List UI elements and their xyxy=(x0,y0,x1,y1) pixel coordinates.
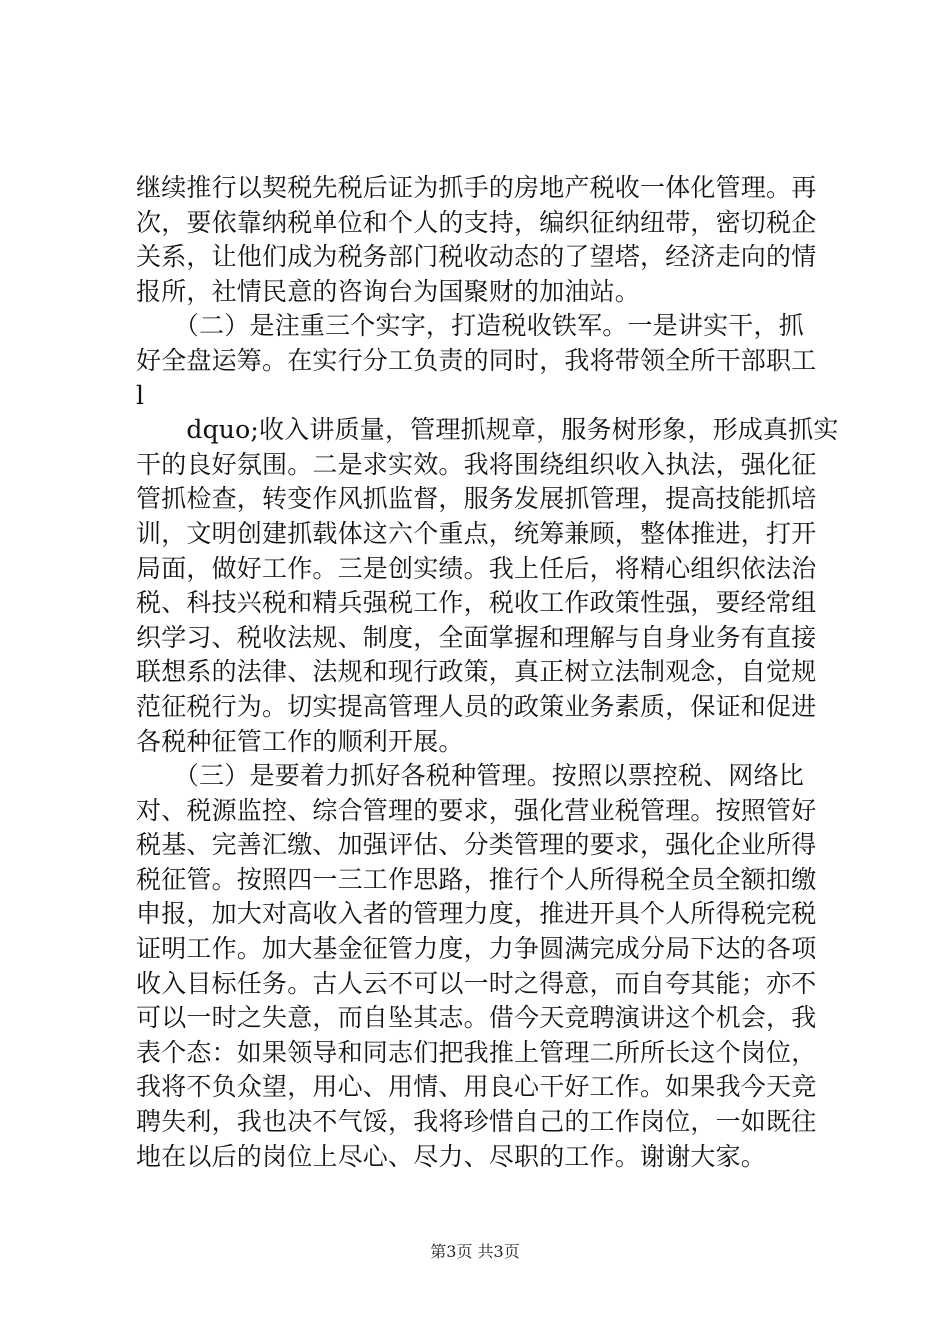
text-line: 收入目标任务。古人云不可以一时之得意，而自夸其能；亦不 xyxy=(136,968,817,998)
text-line: 联想系的法律、法规和现行政策，真正树立法制观念，自觉规 xyxy=(136,657,817,687)
text-line: 可以一时之失意，而自坠其志。借今天竞聘演讲这个机会，我 xyxy=(136,1003,817,1033)
text-line: 好全盘运筹。在实行分工负责的同时，我将带领全所干部职工 xyxy=(136,345,817,375)
text-line: 我将不负众望，用心、用情、用良心干好工作。如果我今天竞 xyxy=(136,1072,817,1102)
text-line: 申报，加大对高收入者的管理力度，推进开具个人所得税完税 xyxy=(136,899,817,929)
text-line: 局面，做好工作。三是创实绩。我上任后，将精心组织依法治 xyxy=(136,553,817,583)
text-line: 训，文明创建抓载体这六个重点，统筹兼顾，整体推进，打开 xyxy=(136,518,817,548)
text-line: 聘失利，我也决不气馁，我将珍惜自己的工作岗位，一如既往 xyxy=(136,1107,817,1137)
text-line: 次，要依靠纳税单位和个人的支持，编织征纳纽带，密切税企 xyxy=(136,207,817,237)
text-line: 干的良好氛围。二是求实效。我将围绕组织收入执法，强化征 xyxy=(136,449,817,479)
text-line: dquo;收入讲质量，管理抓规章，服务树形象，形成真抓实 xyxy=(136,415,839,445)
text-line: 织学习、税收法规、制度，全面掌握和理解与自身业务有直接 xyxy=(136,622,817,652)
text-line: 各税种征管工作的顺利开展。 xyxy=(136,726,464,756)
document-body xyxy=(136,171,839,1174)
text-line: 继续推行以契税先税后证为抓手的房地产税收一体化管理。再 xyxy=(136,173,817,202)
text-line: 关系，让他们成为税务部门税收动态的了望塔，经济走向的情 xyxy=(136,242,817,272)
text-line: 范征税行为。切实提高管理人员的政策业务素质，保证和促进 xyxy=(136,691,817,721)
text-line: 证明工作。加大基金征管力度，力争圆满完成分局下达的各项 xyxy=(136,934,817,964)
text-line: 税征管。按照四一三工作思路，推行个人所得税全员全额扣缴 xyxy=(136,864,817,894)
page-number-footer: 第3页 共3页 xyxy=(430,1242,520,1261)
text-line: （三）是要着力抓好各税种管理。按照以票控税、网络比 xyxy=(136,761,804,791)
text-line: 税、科技兴税和精兵强税工作，税收工作政策性强，要经常组 xyxy=(136,588,817,618)
text-line: 对、税源监控、综合管理的要求，强化营业税管理。按照管好 xyxy=(136,795,817,825)
text-line: 报所，社情民意的咨询台为国聚财的加油站。 xyxy=(136,276,641,306)
text-line: 管抓检查，转变作风抓监督，服务发展抓管理，提高技能抓培 xyxy=(136,484,817,514)
text-line: 税基、完善汇缴、加强评估、分类管理的要求，强化企业所得 xyxy=(136,830,817,860)
text-line: l xyxy=(136,380,145,410)
text-line: 表个态：如果领导和同志们把我推上管理二所所长这个岗位， xyxy=(136,1037,817,1067)
text-line: 地在以后的岗位上尽心、尽力、尽职的工作。谢谢大家。 xyxy=(136,1141,767,1171)
text-line: （二）是注重三个实字，打造税收铁军。一是讲实干，抓 xyxy=(136,311,804,341)
